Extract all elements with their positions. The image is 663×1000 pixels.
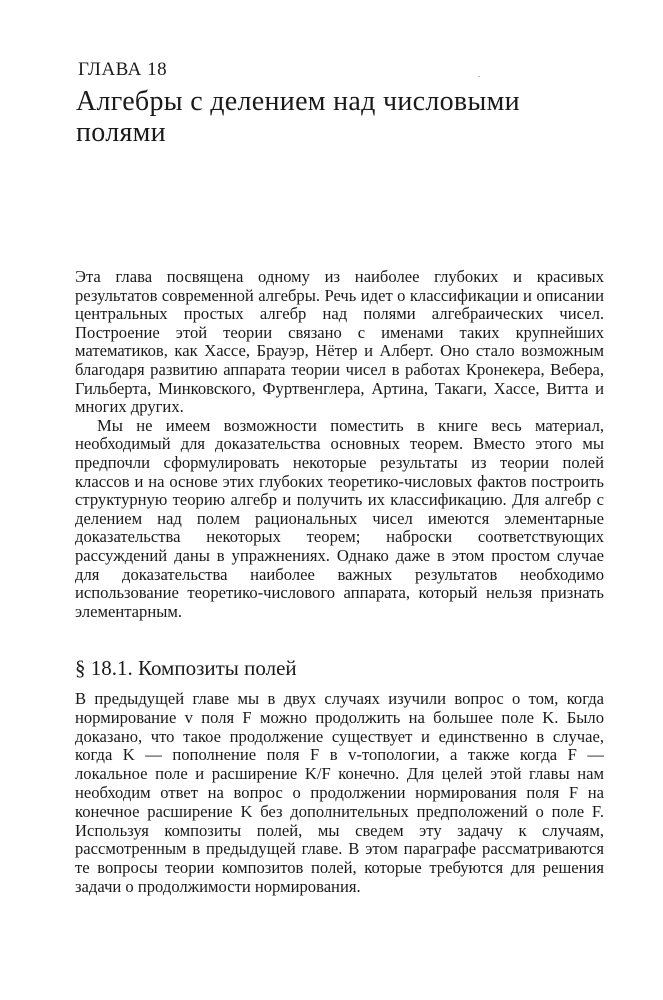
scan-speck bbox=[478, 76, 480, 77]
section-body bbox=[75, 690, 604, 897]
intro-paragraph: Мы не имеем возможности поместить в книге весь материал, необходимый для доказательства основных теорем. Вместо этого мы предпочли сформулировать некоторые результаты из теории полей классов и на основе этих глубоких теоретико-числовых фактов построить структурную теорию алгебр и получить их классификацию. Для алгебр с делением над полем рациональных чисел имеются элементарные доказательства некоторых теорем; наброски соответствующих рассуждений даны в упражнениях. Однако даже в этом простом случае для доказательства наиболее важных результатов необходимо использование теоретико-числового аппарата, который нельзя признать элементарным. bbox=[75, 415, 604, 621]
section-paragraph: В предыдущей главе мы в двух случаях изучили вопрос о том, когда нормирование v поля F можно продолжить на большее поле K. Было доказано, что такое продолжение существует и единственно в случае, когда K — пополнение поля F в v-топологии, а также когда F — локальное поле и расширение K/F конечно. Для целей этой главы нам необходим ответ на вопрос о продолжении нормирования поля F на конечное расширение K без дополнительных предположений о поле F. Используя композиты полей, мы сведем эту задачу к случаям, рассмотренным в предыдущей главе. В этом параграфе рассматриваются те вопросы теории композитов полей, которые требуются для решения задачи о продолжимости нормирования. bbox=[75, 689, 604, 896]
chapter-label: ГЛАВА 18 bbox=[78, 59, 168, 80]
section-heading: § 18.1. Композиты полей bbox=[75, 656, 297, 680]
chapter-introduction bbox=[75, 268, 604, 621]
chapter-title: Алгебры с делением над числовыми полями bbox=[76, 86, 520, 148]
intro-paragraph: Эта глава посвящена одному из наиболее глубоких и красивых результатов современной алгебры. Речь идет о классификации и описании центральных простых алгебр над полями алгебраических чисел. Построение этой теории связано с именами таких крупнейших математиков, как Хассе, Брауэр, Нётер и Алберт. Оно стало возможным благодаря развитию аппарата теории чисел в работах Кронекера, Вебера, Гильберта, Минковского, Фуртвенглера, Артина, Такаги, Хассе, Витта и многих других. bbox=[75, 267, 604, 417]
